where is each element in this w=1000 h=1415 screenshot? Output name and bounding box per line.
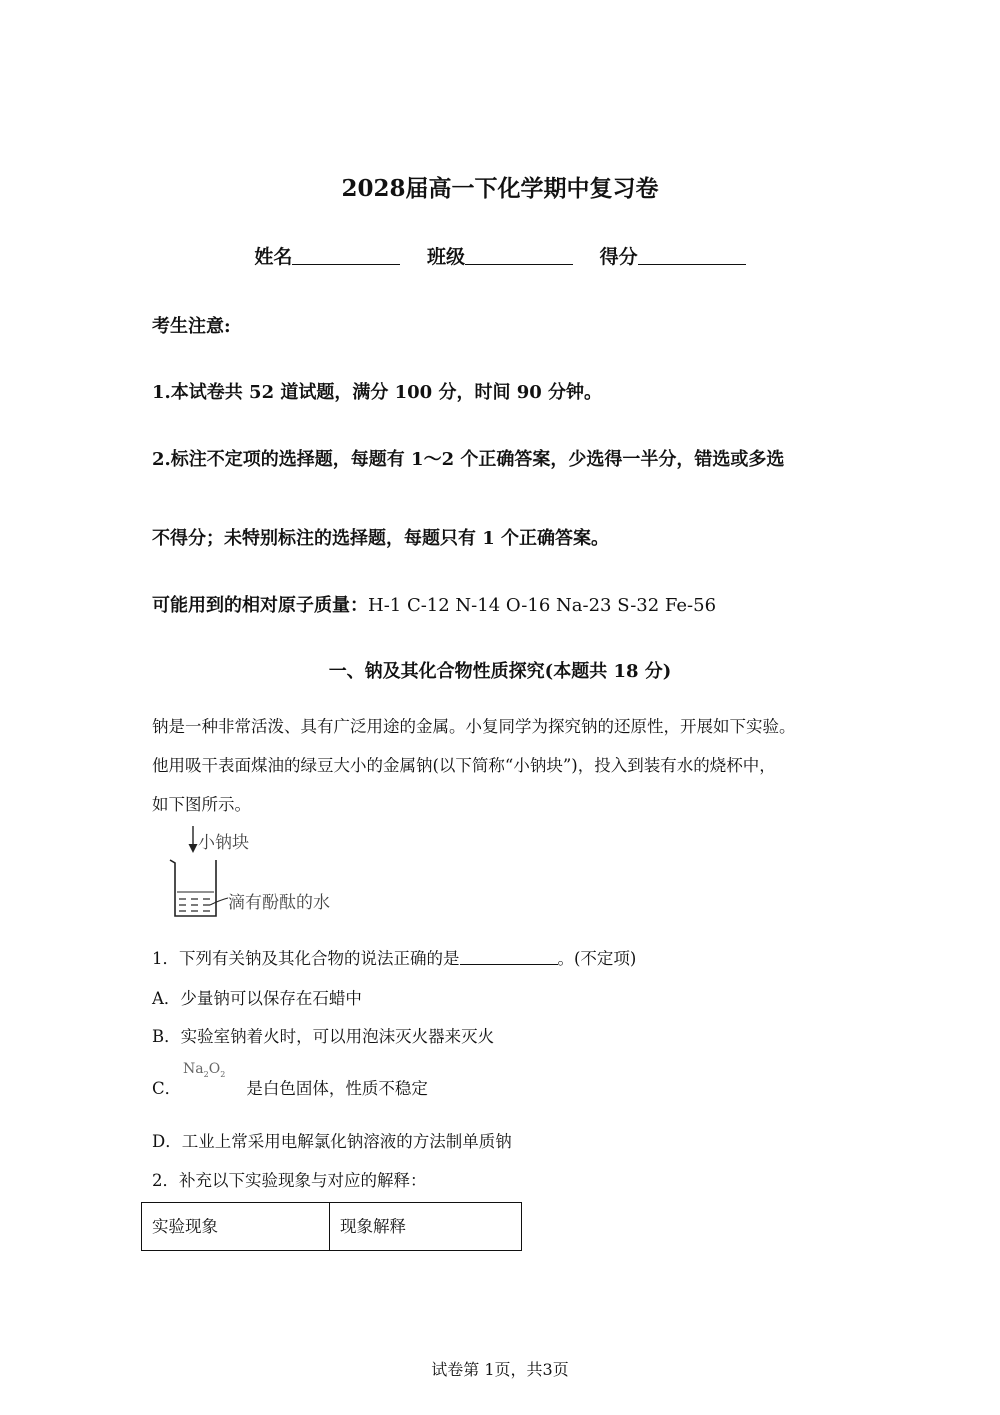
student-info-row [0,242,1000,269]
page-title: 2028届高一下化学期中复习卷 [341,175,659,202]
notice-heading: 考生注意: [152,316,231,337]
section-1-title: 一、钠及其化合物性质探究(本题共 18 分) [328,661,672,682]
notice-item-2-line-2: 不得分；未特别标注的选择题，每题只有 1 个正确答案。 [152,528,610,549]
name-field [254,242,400,269]
question-1-stem-suffix: 。(不定项) [557,949,637,968]
score-field [600,242,746,269]
table-header-phenomenon: 实验现象 [142,1203,330,1251]
option-d: D．工业上常采用电解氯化钠溶液的方法制单质钠 [152,1132,512,1151]
intro-line-3: 如下图所示。 [152,795,251,814]
question-1-stem-text: 1．下列有关钠及其化合物的说法正确的是 [152,949,460,968]
intro-line-1: 钠是一种非常活泼、具有广泛用途的金属。小复同学为探究钠的还原性，开展如下实验。 [152,717,796,736]
question-2-stem: 2．补充以下实验现象与对应的解释： [152,1171,427,1190]
question-1-stem [152,945,636,969]
name-label: 姓名 [254,246,293,268]
page-footer: 试卷第 1页，共3页 [431,1360,569,1379]
sodium-peroxide-formula: $Na_2O_2$ [183,1061,226,1079]
option-a: A．少量钠可以保存在石蜡中 [152,989,362,1008]
notice-item-1: 1.本试卷共 52 道试题，满分 100 分，时间 90 分钟。 [152,382,603,403]
score-label: 得分 [599,246,638,268]
answer-blank [460,949,558,965]
option-c-text: 是白色固体，性质不稳定 [246,1079,428,1098]
table-row [142,1203,522,1251]
notice-item-2-line-1: 2.标注不定项的选择题，每题有 1～2 个正确答案，少选得一半分，错选或多选 [152,449,785,470]
option-b: B．实验室钠着火时，可以用泡沫灭火器来灭火 [152,1027,495,1046]
figure-label-sodium: 小钠块 [198,833,249,853]
name-blank [292,246,400,265]
intro-line-2: 他用吸干表面煤油的绿豆大小的金属钠(以下简称“小钠块”)，投入到装有水的烧杯中， [152,756,776,775]
atomic-masses-values: H-1 C-12 N-14 O-16 Na-23 S-32 Fe-56 [368,595,717,616]
atomic-masses-line [152,591,716,617]
phenomenon-table [141,1202,522,1251]
option-c-prefix: C． [152,1079,182,1098]
class-blank [465,246,573,265]
table-header-explanation: 现象解释 [330,1203,522,1251]
figure-label-water: 滴有酚酞的水 [228,893,330,913]
class-label: 班级 [426,246,465,268]
atomic-masses-label: 可能用到的相对原子质量： [152,595,368,616]
score-blank [638,246,746,265]
class-field [427,242,573,269]
beaker-figure [160,822,360,922]
